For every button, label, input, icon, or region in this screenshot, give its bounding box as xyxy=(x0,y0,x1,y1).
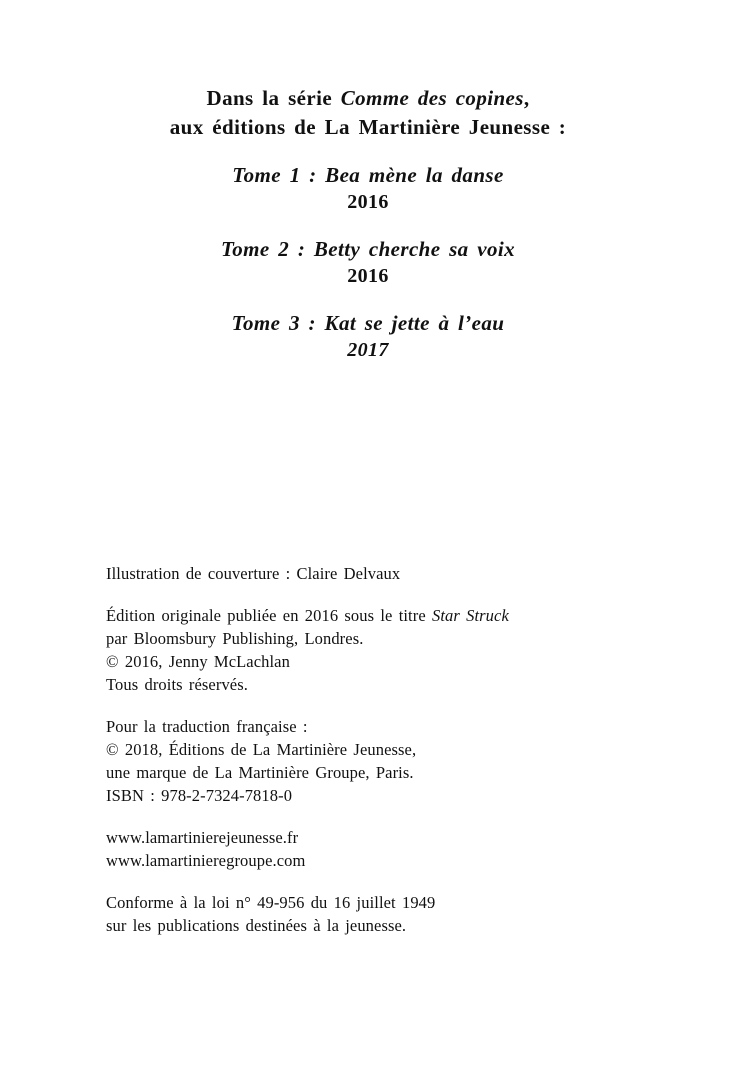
tome-year: 2017 xyxy=(347,339,389,361)
tome-title: Tome 1 : Bea mène la danse xyxy=(232,163,504,187)
original-edition-line xyxy=(106,604,666,627)
isbn-line: ISBN : 978-2-7324-7818-0 xyxy=(106,786,293,805)
law-notice-block xyxy=(106,891,666,937)
tome-entry xyxy=(0,310,736,364)
tome-title: Tome 3 : Kat se jette à l’eau xyxy=(231,311,505,335)
original-copyright-line: © 2016, Jenny McLachlan xyxy=(106,652,290,671)
translation-block xyxy=(106,715,666,807)
tome-year: 2016 xyxy=(347,265,389,287)
law-notice-line: Conforme à la loi n° 49-956 du 16 juillet 1949 xyxy=(106,893,436,912)
series-intro-suffix: , xyxy=(523,86,530,110)
series-intro-line xyxy=(0,84,736,113)
rights-reserved-line: Tous droits réservés. xyxy=(106,675,248,694)
website-link[interactable]: www.lamartinierejeunesse.fr xyxy=(106,828,299,847)
original-edition-prefix: Édition originale publiée en 2016 sous le titre xyxy=(106,606,426,625)
tome-year: 2016 xyxy=(347,191,389,213)
translation-heading: Pour la traduction française : xyxy=(106,717,308,736)
original-publisher-line: par Bloomsbury Publishing, Londres. xyxy=(106,629,364,648)
website-link[interactable]: www.lamartinieregroupe.com xyxy=(106,851,306,870)
series-list xyxy=(0,84,736,364)
translation-publisher-line: une marque de La Martinière Groupe, Paris. xyxy=(106,763,414,782)
series-intro-prefix: Dans la série xyxy=(206,86,333,110)
series-publisher-line: aux éditions de La Martinière Jeunesse : xyxy=(169,115,567,139)
websites-block xyxy=(106,826,666,872)
series-name: Comme des copines xyxy=(340,86,524,110)
illustration-credit-text: Illustration de couverture : Claire Delvaux xyxy=(106,564,401,583)
tome-title: Tome 2 : Betty cherche sa voix xyxy=(220,237,515,261)
copyright-credits xyxy=(106,562,666,956)
original-edition-block xyxy=(106,604,666,696)
law-notice-line: sur les publications destinées à la jeunesse. xyxy=(106,916,407,935)
translation-copyright-line: © 2018, Éditions de La Martinière Jeunesse, xyxy=(106,740,417,759)
tome-entry xyxy=(0,162,736,216)
tome-entry xyxy=(0,236,736,290)
illustration-credit xyxy=(106,562,666,585)
original-title: Star Struck xyxy=(432,606,509,625)
